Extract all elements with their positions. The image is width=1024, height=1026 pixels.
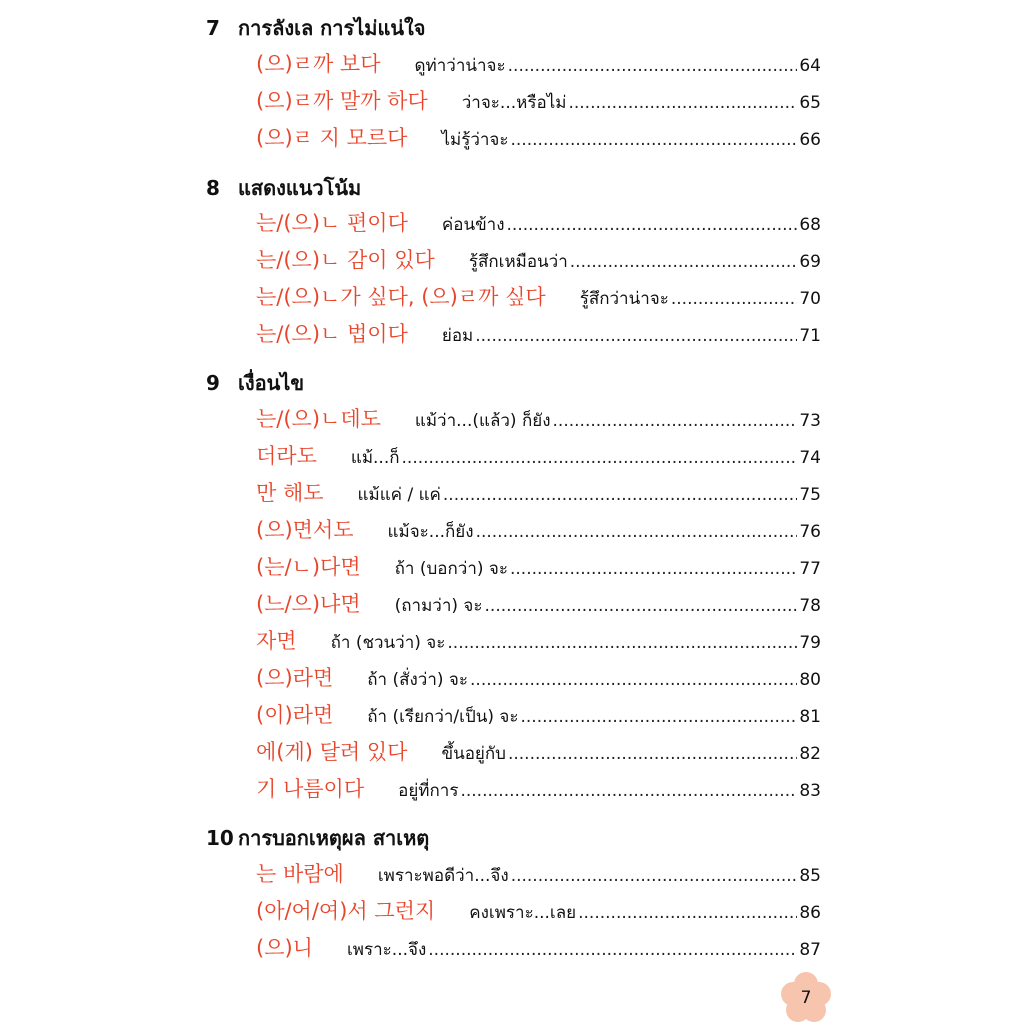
dot-leader — [510, 559, 797, 579]
thai-meaning: เพราะ...จึง — [346, 940, 427, 960]
toc-entry[interactable] — [256, 440, 821, 470]
toc-entry[interactable] — [256, 122, 821, 152]
toc-entry[interactable] — [256, 699, 821, 729]
section-title: การบอกเหตุผล สาเหตุ — [238, 826, 430, 850]
toc-entry[interactable] — [256, 244, 821, 274]
dot-leader — [511, 130, 798, 150]
korean-grammar: (으)라면 — [256, 666, 334, 690]
dot-leader — [521, 707, 798, 727]
section-number: 10 — [206, 826, 234, 850]
korean-grammar: 만 해도 — [256, 481, 324, 505]
page-ref: 82 — [799, 744, 821, 764]
dot-leader — [578, 903, 797, 923]
dot-leader — [508, 56, 798, 76]
section-title: เงื่อนไข — [238, 371, 305, 395]
thai-meaning: ค่อนข้าง — [441, 215, 505, 235]
dot-leader — [402, 448, 798, 468]
dot-leader — [553, 411, 798, 431]
korean-grammar: 더라도 — [256, 444, 317, 468]
dot-leader — [570, 252, 798, 272]
page-ref: 86 — [799, 903, 821, 923]
thai-meaning: รู้สึกเหมือนว่า — [468, 252, 568, 272]
thai-meaning: คงเพราะ...เลย — [469, 903, 577, 923]
toc-entry[interactable] — [256, 588, 821, 618]
toc-entry[interactable] — [256, 207, 821, 237]
korean-grammar: 는/(으)ㄴ 편이다 — [256, 211, 408, 235]
page-ref: 76 — [799, 522, 821, 542]
page-ref: 66 — [799, 130, 821, 150]
korean-grammar: (느/으)냐면 — [256, 592, 361, 616]
thai-meaning: ถ้า (เรียกว่า/เป็น) จะ — [367, 707, 519, 727]
toc-entry[interactable] — [256, 514, 821, 544]
thai-meaning: แม้ว่า...(แล้ว) ก็ยัง — [414, 411, 551, 431]
dot-leader — [507, 215, 798, 235]
toc-entry[interactable] — [256, 85, 821, 115]
dot-leader — [470, 670, 797, 690]
dot-leader — [671, 289, 798, 309]
korean-grammar: (으)ㄹ 지 모르다 — [256, 126, 408, 150]
toc-entry[interactable] — [256, 48, 821, 78]
thai-meaning: ถ้า (บอกว่า) จะ — [394, 559, 508, 579]
toc-entry[interactable] — [256, 932, 821, 962]
dot-leader — [443, 485, 797, 505]
thai-meaning: อยู่ที่การ — [398, 781, 459, 801]
section-number: 9 — [206, 371, 220, 395]
toc-entry[interactable] — [256, 403, 821, 433]
page-ref: 77 — [799, 559, 821, 579]
dot-leader — [428, 940, 797, 960]
thai-meaning: ถ้า (สั่งว่า) จะ — [367, 670, 469, 690]
thai-meaning: แม้จะ...ก็ยัง — [387, 522, 474, 542]
thai-meaning: แม้แค่ / แค่ — [357, 485, 441, 505]
korean-grammar: (이)라면 — [256, 703, 334, 727]
page-ref: 85 — [799, 866, 821, 886]
toc-entry[interactable] — [256, 895, 821, 925]
page-ref: 79 — [799, 633, 821, 653]
dot-leader — [568, 93, 797, 113]
thai-meaning: (ถามว่า) จะ — [394, 596, 483, 616]
thai-meaning: เพราะพอดีว่า...จึง — [377, 866, 509, 886]
korean-grammar: 는/(으)ㄴ 법이다 — [256, 322, 408, 346]
thai-meaning: รู้สึกว่าน่าจะ — [579, 289, 669, 309]
korean-grammar: 는/(으)ㄴ가 싶다, (으)ㄹ까 싶다 — [256, 285, 546, 309]
toc-entry[interactable] — [256, 551, 821, 581]
section-number: 8 — [206, 176, 220, 200]
page-ref: 70 — [799, 289, 821, 309]
page-number: 7 — [800, 988, 812, 1008]
thai-meaning: แม้...ก็ — [350, 448, 400, 468]
korean-grammar: (는/ㄴ)다면 — [256, 555, 361, 579]
page-ref: 78 — [799, 596, 821, 616]
page-ref: 64 — [799, 56, 821, 76]
korean-grammar: (으)니 — [256, 936, 313, 960]
korean-grammar: 에(게) 달려 있다 — [256, 740, 408, 764]
thai-meaning: ย่อม — [441, 326, 474, 346]
korean-grammar: 기 나름이다 — [256, 777, 365, 801]
page-ref: 74 — [799, 448, 821, 468]
page-ref: 71 — [799, 326, 821, 346]
toc-entry[interactable] — [256, 736, 821, 766]
toc-entry[interactable] — [256, 477, 821, 507]
korean-grammar: (으)ㄹ까 말까 하다 — [256, 89, 428, 113]
dot-leader — [460, 781, 797, 801]
korean-grammar: 는/(으)ㄴ데도 — [256, 407, 381, 431]
section-heading — [206, 822, 429, 854]
dot-leader — [476, 522, 798, 542]
dot-leader — [511, 866, 798, 886]
thai-meaning: ดูท่าว่าน่าจะ — [414, 56, 506, 76]
korean-grammar: 는/(으)ㄴ 감이 있다 — [256, 248, 435, 272]
dot-leader — [475, 326, 797, 346]
toc-entry[interactable] — [256, 858, 821, 888]
section-heading — [206, 172, 361, 204]
toc-entry[interactable] — [256, 773, 821, 803]
page-ref: 83 — [799, 781, 821, 801]
section-heading — [206, 367, 304, 399]
toc-entry[interactable] — [256, 625, 821, 655]
page-ref: 87 — [799, 940, 821, 960]
page-ref: 81 — [799, 707, 821, 727]
thai-meaning: ว่าจะ...หรือไม่ — [461, 93, 567, 113]
page-ref: 68 — [799, 215, 821, 235]
section-number: 7 — [206, 16, 220, 40]
page-ref: 69 — [799, 252, 821, 272]
page-ref: 73 — [799, 411, 821, 431]
toc-entry[interactable] — [256, 318, 821, 348]
toc-entry[interactable] — [256, 662, 821, 692]
korean-grammar: (으)ㄹ까 보다 — [256, 52, 381, 76]
toc-entry[interactable] — [256, 281, 821, 311]
dot-leader — [508, 744, 797, 764]
thai-meaning: ขึ้นอยู่กับ — [441, 744, 506, 764]
korean-grammar: 는 바람에 — [256, 862, 344, 886]
page-ref: 65 — [799, 93, 821, 113]
korean-grammar: (아/어/여)서 그런지 — [256, 899, 436, 923]
section-heading — [206, 12, 426, 44]
korean-grammar: (으)면서도 — [256, 518, 354, 542]
page-ref: 75 — [799, 485, 821, 505]
section-title: แสดงแนวโน้ม — [238, 176, 362, 200]
korean-grammar: 자면 — [256, 629, 297, 653]
thai-meaning: ไม่รู้ว่าจะ — [441, 130, 509, 150]
thai-meaning: ถ้า (ชวนว่า) จะ — [330, 633, 446, 653]
section-title: การลังเล การไม่แน่ใจ — [238, 16, 426, 40]
dot-leader — [485, 596, 798, 616]
dot-leader — [447, 633, 797, 653]
page-ref: 80 — [799, 670, 821, 690]
